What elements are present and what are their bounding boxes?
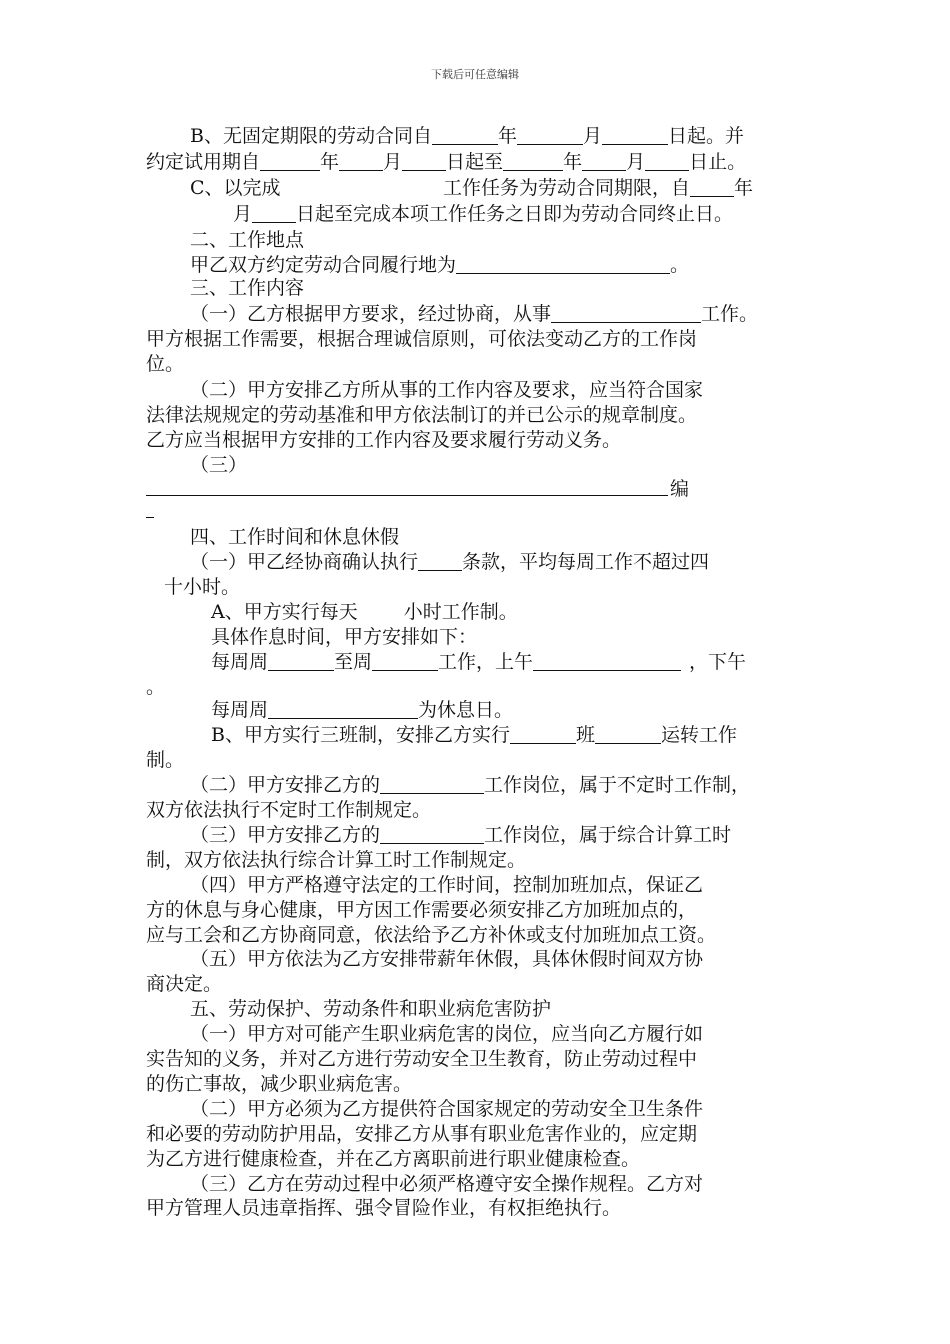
text-line: 双方依法执行不定时工作制规定。: [146, 799, 432, 821]
text-fragment: （一）甲乙经协商确认执行: [190, 551, 419, 573]
fill-blank: [503, 152, 563, 171]
text-fragment: 工作。: [701, 303, 759, 325]
text-line: 十小时。: [164, 576, 241, 598]
text-fragment: 日止。: [689, 151, 747, 173]
fill-blank: [252, 204, 296, 223]
text-fragment: 运转工作: [660, 724, 737, 746]
text-line: （四）甲方严格遵守法定的工作时间，控制加班加点，保证乙: [190, 874, 704, 896]
fill-blank: [418, 552, 462, 571]
text-fragment: 日起。并: [668, 125, 745, 147]
text-line: [190, 176, 281, 200]
text-fragment: 工作任务为劳动合同期限，自: [443, 177, 691, 199]
fill-blank: [432, 126, 498, 145]
section-heading: 三、工作内容: [190, 277, 305, 299]
text-line: 应与工会和乙方协商同意，依法给予乙方补休或支付加班加点工资。: [146, 924, 717, 946]
fill-blank: [372, 652, 438, 671]
text-fragment: 条款，平均每周工作不超过四: [462, 551, 710, 573]
fill-blank: [602, 126, 668, 145]
fill-blank: [582, 152, 626, 171]
text-line: [233, 202, 733, 226]
text-line: [443, 176, 753, 200]
fill-blank: [146, 517, 154, 518]
fill-blank: [380, 775, 484, 794]
text-line: （三）: [190, 454, 248, 476]
text-line: [211, 600, 518, 624]
text-fragment: B、无固定期限的劳动合同自: [190, 125, 432, 147]
text-fragment: A、甲方实行每天: [211, 601, 358, 623]
text-line: 制，双方依法执行综合计算工时工作制规定。: [146, 849, 527, 871]
fill-blank: [339, 152, 383, 171]
text-line: 方的休息与身心健康，甲方因工作需要必须安排乙方加班加点的，: [146, 899, 698, 921]
fill-blank: [551, 304, 701, 323]
text-fragment: 年: [563, 151, 583, 173]
fill-blank: [595, 725, 661, 744]
text-line: [190, 823, 731, 847]
text-line: 和必要的劳动防护用品，安排乙方从事有职业危害作业的，应定期: [146, 1123, 698, 1145]
text-fragment: 月: [233, 203, 253, 225]
text-line: 法律法规规定的劳动基准和甲方依法制订的并已公示的规章制度。: [146, 404, 698, 426]
text-line: 的伤亡事故，减少职业病危害。: [146, 1073, 413, 1095]
text-line: （二）甲方必须为乙方提供符合国家规定的劳动安全卫生条件: [190, 1098, 704, 1120]
text-fragment: （一）乙方根据甲方要求，经过协商，从事: [190, 303, 552, 325]
text-line: （三）乙方在劳动过程中必须严格遵守安全操作规程。乙方对: [190, 1173, 704, 1195]
section-heading: 二、工作地点: [190, 229, 305, 251]
text-fragment: 月: [383, 151, 403, 173]
text-fragment: 年: [734, 177, 754, 199]
fill-blank: [456, 255, 670, 274]
text-line: 为乙方进行健康检查，并在乙方离职前进行职业健康检查。: [146, 1148, 641, 1170]
fill-blank: [380, 825, 484, 844]
text-fragment: 年: [497, 125, 517, 147]
text-line: 甲方根据工作需要，根据合理诚信原则，可依法变动乙方的工作岗: [146, 328, 698, 350]
text-line: [190, 302, 758, 326]
text-line: [211, 698, 513, 722]
text-line: 制。: [146, 749, 185, 771]
text-fragment: 工作岗位，属于不定时工作制，: [484, 774, 751, 796]
text-line: 位。: [146, 353, 185, 375]
text-line: 乙方应当根据甲方安排的工作内容及要求履行劳动义务。: [146, 429, 622, 451]
text-fragment: 小时工作制。: [403, 601, 518, 623]
text-fragment: 每周周: [211, 699, 269, 721]
text-fragment: 月: [626, 151, 646, 173]
fill-blank: [533, 652, 681, 671]
text-fragment: 。: [670, 254, 690, 276]
text-line: [190, 253, 689, 277]
text-line: （二）甲方安排乙方所从事的工作内容及要求，应当符合国家: [190, 379, 704, 401]
text-fragment: C、以完成: [190, 177, 281, 199]
text-line: [211, 650, 746, 674]
fill-blank: [268, 700, 418, 719]
fill-blank: [260, 152, 320, 171]
text-fragment: 每周周: [211, 651, 269, 673]
text-line: [190, 124, 744, 148]
text-fragment: 工作岗位，属于综合计算工时: [484, 824, 732, 846]
fill-blank: [268, 652, 334, 671]
section-heading: 四、工作时间和休息休假: [190, 526, 400, 548]
text-line: 实告知的义务，并对乙方进行劳动安全卫生教育，防止劳动过程中: [146, 1048, 698, 1070]
text-line: （一）甲方对可能产生职业病危害的岗位，应当向乙方履行如: [190, 1023, 704, 1045]
fill-blank: [510, 725, 576, 744]
fill-blank: [645, 152, 689, 171]
text-line: 具体作息时间，甲方安排如下：: [211, 626, 478, 648]
text-fragment: ，下午: [689, 651, 747, 673]
text-fragment: 甲乙双方约定劳动合同履行地为: [190, 254, 457, 276]
text-fragment: 日起至完成本项工作任务之日即为劳动合同终止日。: [296, 203, 734, 225]
text-fragment: 约定试用期自: [146, 151, 261, 173]
text-fragment: B、甲方实行三班制，安排乙方实行: [211, 724, 510, 746]
text-line: [211, 723, 737, 747]
text-fragment: 年: [320, 151, 340, 173]
section-heading: 五、劳动保护、劳动条件和职业病危害防护: [190, 998, 552, 1020]
text-fragment: （二）甲方安排乙方的: [190, 774, 381, 796]
fill-blank: [690, 178, 734, 197]
text-line: 。: [146, 676, 166, 698]
text-line: [190, 773, 750, 797]
text-fragment: 工作，上午: [438, 651, 534, 673]
fill-blank: [402, 152, 446, 171]
text-line: [190, 550, 709, 574]
text-line: 编: [670, 478, 690, 500]
text-fragment: 至周: [334, 651, 373, 673]
page-header-note: 下载后可任意编辑: [431, 68, 519, 81]
text-line: [146, 150, 746, 174]
text-fragment: 月: [582, 125, 602, 147]
text-fragment: 班: [575, 724, 595, 746]
text-fragment: 为休息日。: [418, 699, 514, 721]
text-line: 甲方管理人员违章指挥、强令冒险作业，有权拒绝执行。: [146, 1197, 622, 1219]
fill-blank: [517, 126, 583, 145]
text-line: （五）甲方依法为乙方安排带薪年休假，具体休假时间双方协: [190, 948, 704, 970]
text-fragment: 日起至: [446, 151, 504, 173]
text-line: 商决定。: [146, 973, 223, 995]
fill-blank: [146, 495, 668, 496]
text-fragment: （三）甲方安排乙方的: [190, 824, 381, 846]
